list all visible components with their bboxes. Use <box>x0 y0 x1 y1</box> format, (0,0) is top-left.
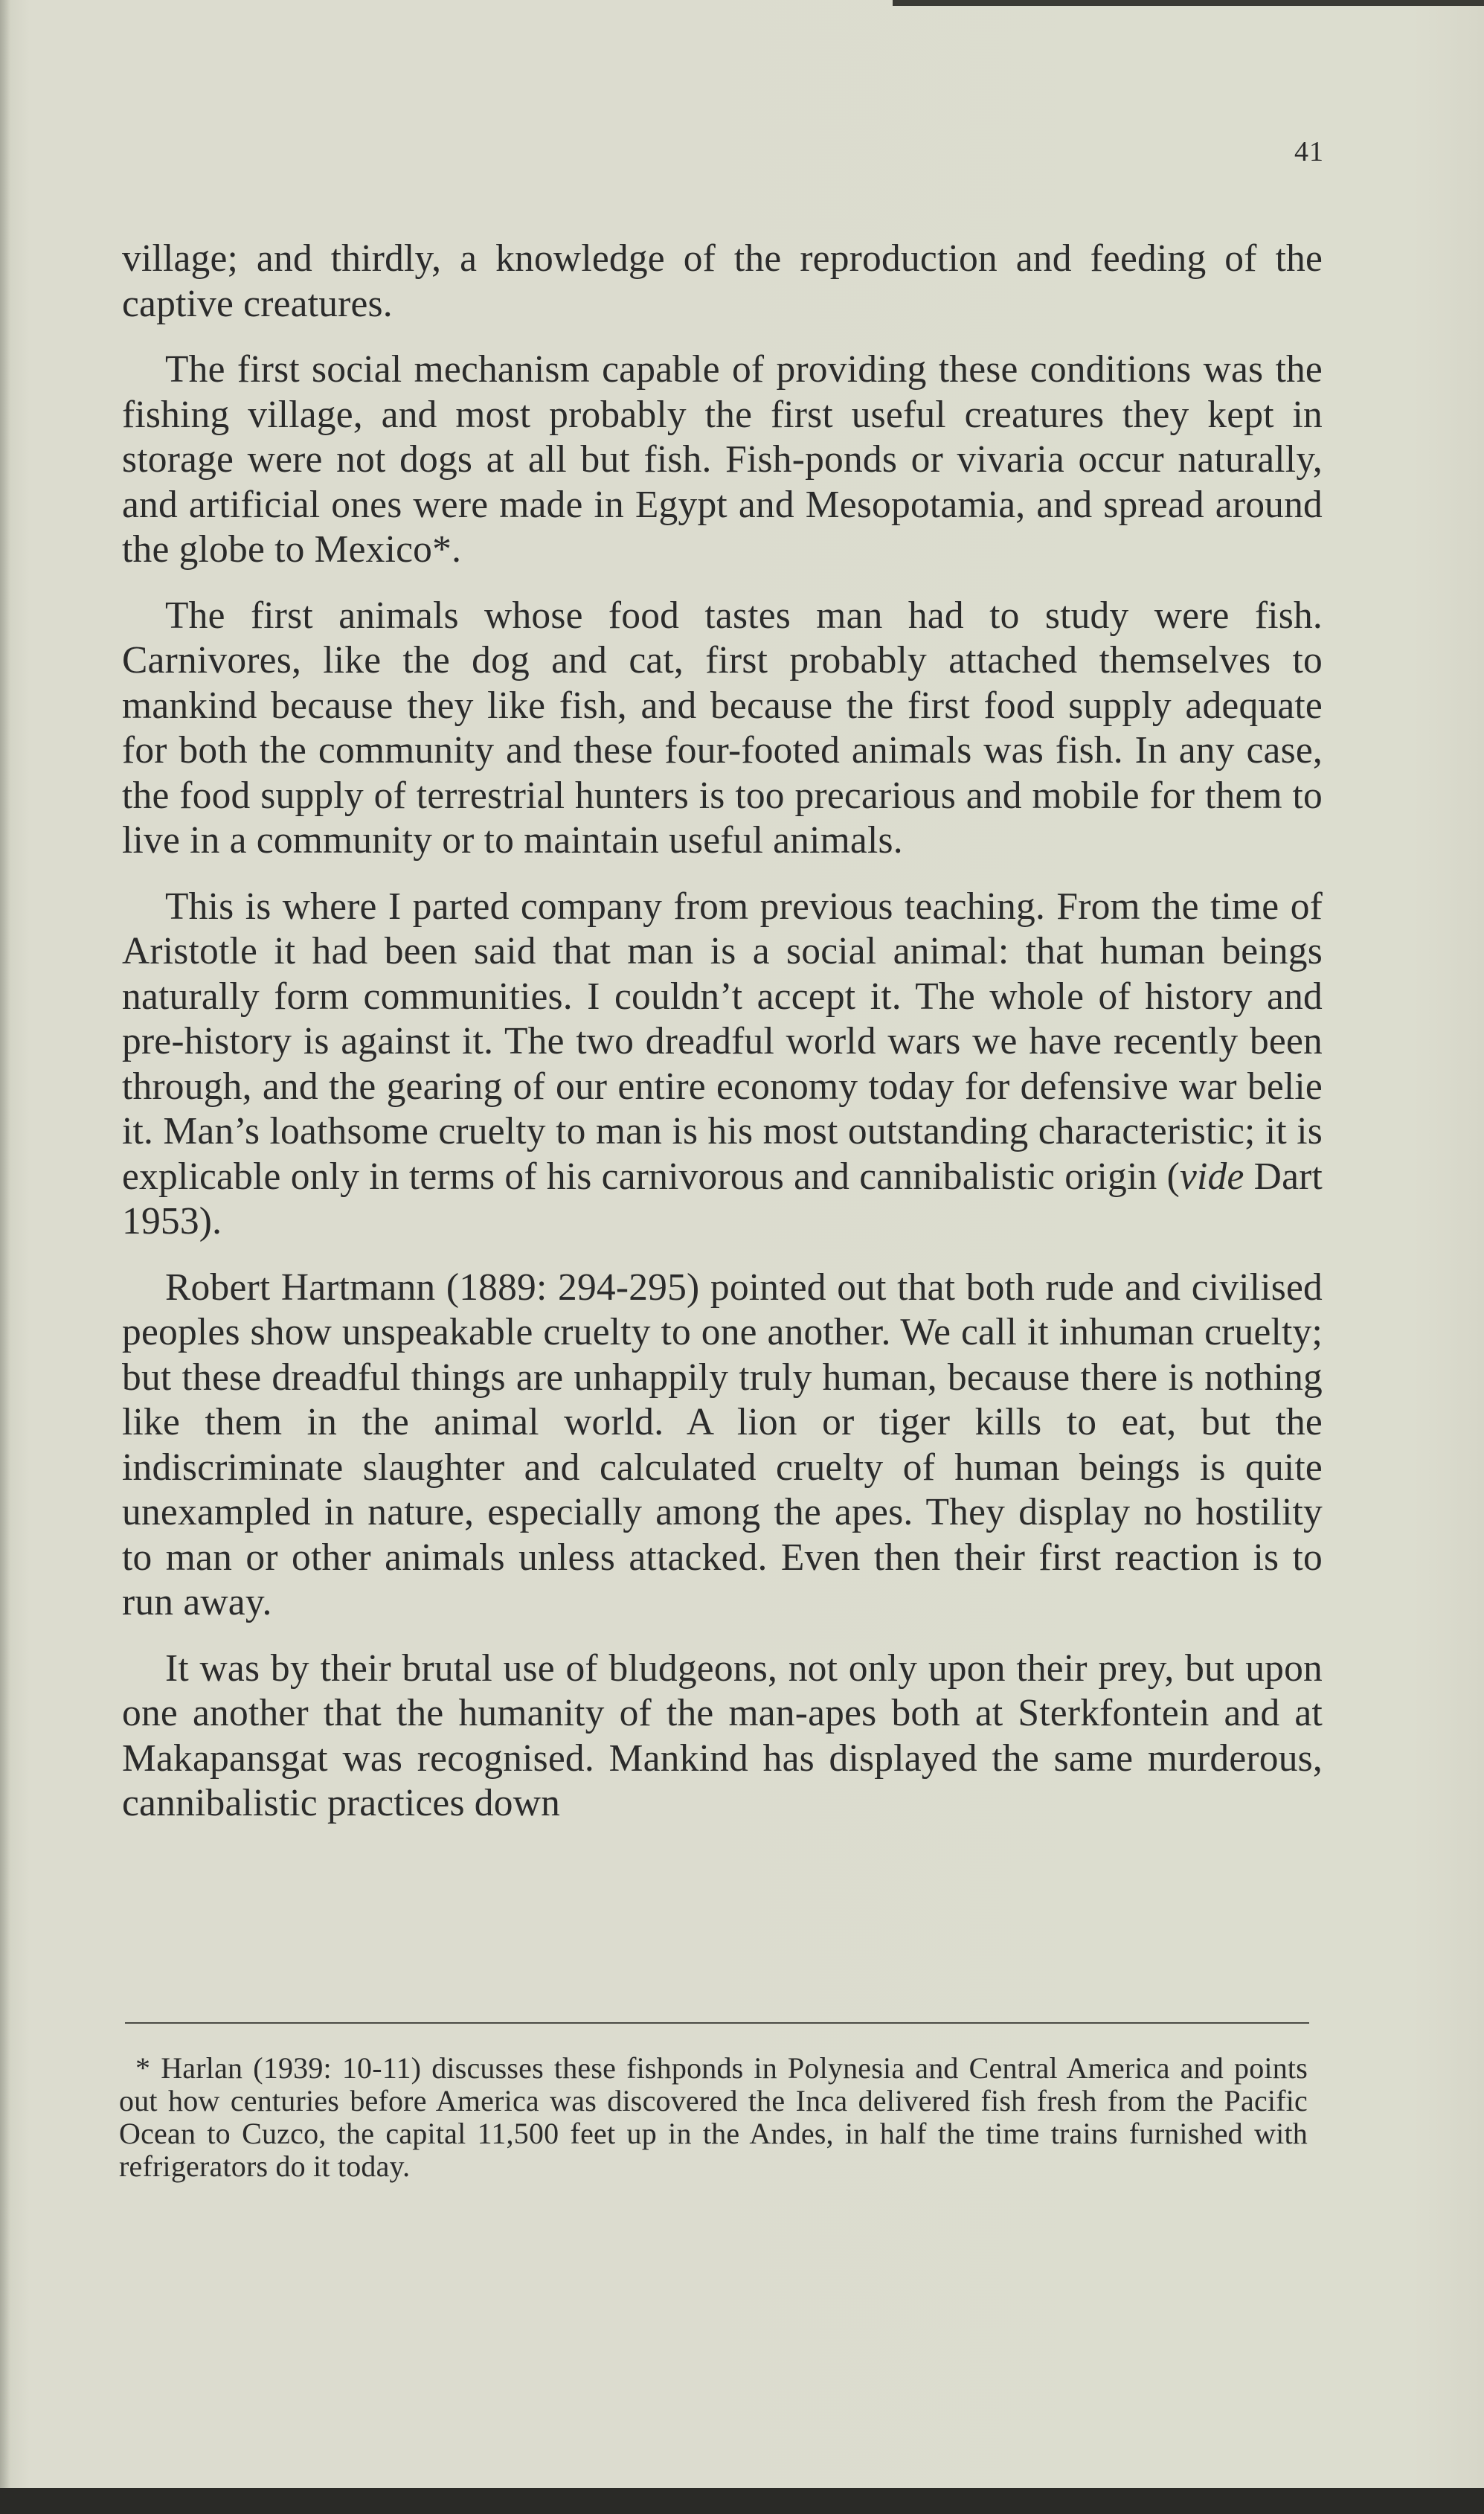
paragraph-4-text-before: This is where I parted company from previous teaching. From the time of Aristotle it had been said that man is a social animal: that human beings naturally form communities. I couldn’t accept it. The whole of history and pre-history is against it. The two dreadful world wars we have recently been through, and the gearing of our entire economy today for defensive war belie it. Man’s loathsome cruelty to man is his most outstanding characteristic; it is explicable only in terms of his carnivorous and cannibalistic origin ( <box>122 885 1323 1198</box>
footnote-separator <box>125 2022 1309 2024</box>
paragraph-2: The first social mechanism capable of providing these conditions was the fishing village, and most probably the first useful creatures they kept in storage were not dogs at all but fish. Fish-ponds or vivaria occur naturally, and artificial ones were made in Egypt and Mesopotamia, and spread around the globe to Mexico*. <box>122 348 1323 571</box>
paragraph-5: Robert Hartmann (1889: 294-295) pointed out that both rude and civilised peoples show unspeakable cruelty to one another. We call it inhuman cruelty; but these dreadful things are unhappily truly human, because there is nothing like them in the animal world. A lion or tiger kills to eat, but the indiscriminate slaughter and calculated cruelty of human beings is quite unexampled in nature, especially among the apes. They display no hostility to man or other animals unless attacked. Even then their first reaction is to run away. <box>122 1266 1323 1623</box>
body-text <box>122 237 1323 1847</box>
binding-shadow <box>0 0 10 2488</box>
paragraph-1: village; and thirdly, a knowledge of the reproduction and feeding of the captive creatures. <box>122 237 1323 325</box>
page-number: 41 <box>1294 136 1324 167</box>
paragraph-4-italic-term: vide <box>1179 1155 1244 1198</box>
footnote-text: * Harlan (1939: 10-11) discusses these fishponds in Polynesia and Central America and points out how centuries before America was discovered the Inca delivered fish fresh from the Pacific Ocean to Cuzco, the capital 11,500 feet up in the Andes, in half the time trains furnished with refrigerators do it today. <box>119 2051 1308 2183</box>
page-top-edge <box>893 0 1484 6</box>
page-bottom-edge <box>0 2488 1484 2514</box>
paragraph-3: The first animals whose food tastes man had to study were fish. Carnivores, like the dog and cat, first probably attached themselves to mankind because they like fish, and because the first food supply adequate for both the community and these four-footed animals was fish. In any case, the food supply of terrestrial hunters is too precarious and mobile for them to live in a community or to maintain useful animals. <box>122 594 1323 862</box>
paragraph-4-text-after: Dart 1953). <box>122 1155 1323 1242</box>
paragraph-4 <box>122 885 1323 1245</box>
paragraph-6: It was by their brutal use of bludgeons, not only upon their prey, but upon one another that the humanity of the man-apes both at Sterkfontein and at Makapansgat was recognised. Mankind has displayed the same murderous, cannibalistic practices down <box>122 1646 1323 1824</box>
footnote <box>119 2052 1308 2183</box>
